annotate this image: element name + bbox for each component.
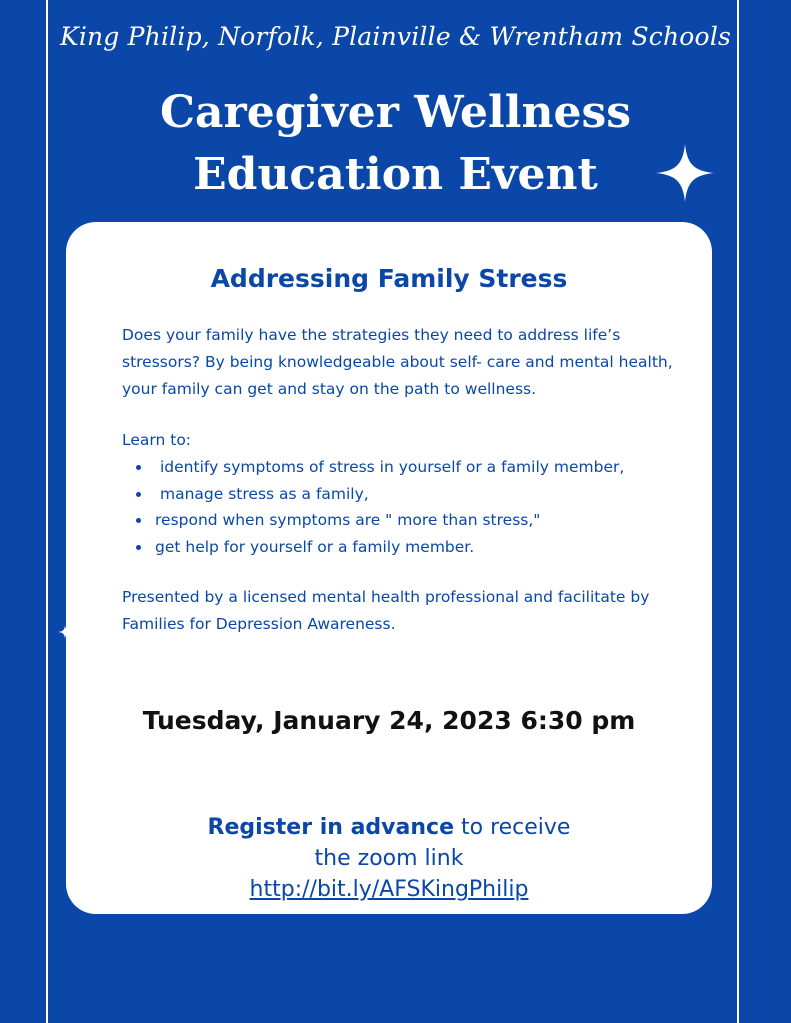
list-item: identify symptoms of stress in yourself or a family member, [122, 454, 624, 481]
register-bold-text: Register in advance [207, 815, 454, 840]
presented-by-paragraph: Presented by a licensed mental health professional and facilitate by Families for Depression Awareness. [122, 588, 650, 633]
list-item: manage stress as a family, [122, 481, 624, 508]
event-subtitle: Addressing Family Stress [210, 264, 568, 293]
zoom-registration-link[interactable]: http://bit.ly/AFSKingPhilip [249, 877, 529, 902]
intro-paragraph: Does your family have the strategies they need to address life’s stressors? By being knowledgeable about self- care and mental health, your family can get and stay on the path to wellness. [122, 326, 673, 398]
event-date: Tuesday, January 24, 2023 6:30 pm [142, 706, 636, 735]
title-line-2: Education Event [193, 149, 598, 200]
register-line-2: the zoom link [314, 846, 464, 871]
register-line-1 [66, 812, 712, 843]
list-item: respond when symptoms are " more than stress," [122, 507, 624, 534]
learn-list [122, 454, 624, 560]
register-rest-text: to receive [454, 815, 571, 840]
learn-heading: Learn to: [122, 431, 192, 449]
schools-heading: King Philip, Norfolk, Plainville & Wrentham Schools [59, 22, 732, 51]
register-block [66, 812, 712, 905]
list-item: get help for yourself or a family member. [122, 534, 624, 561]
title-line-1: Caregiver Wellness [159, 87, 632, 138]
event-card [66, 222, 712, 914]
sparkle-star-icon [656, 144, 714, 202]
